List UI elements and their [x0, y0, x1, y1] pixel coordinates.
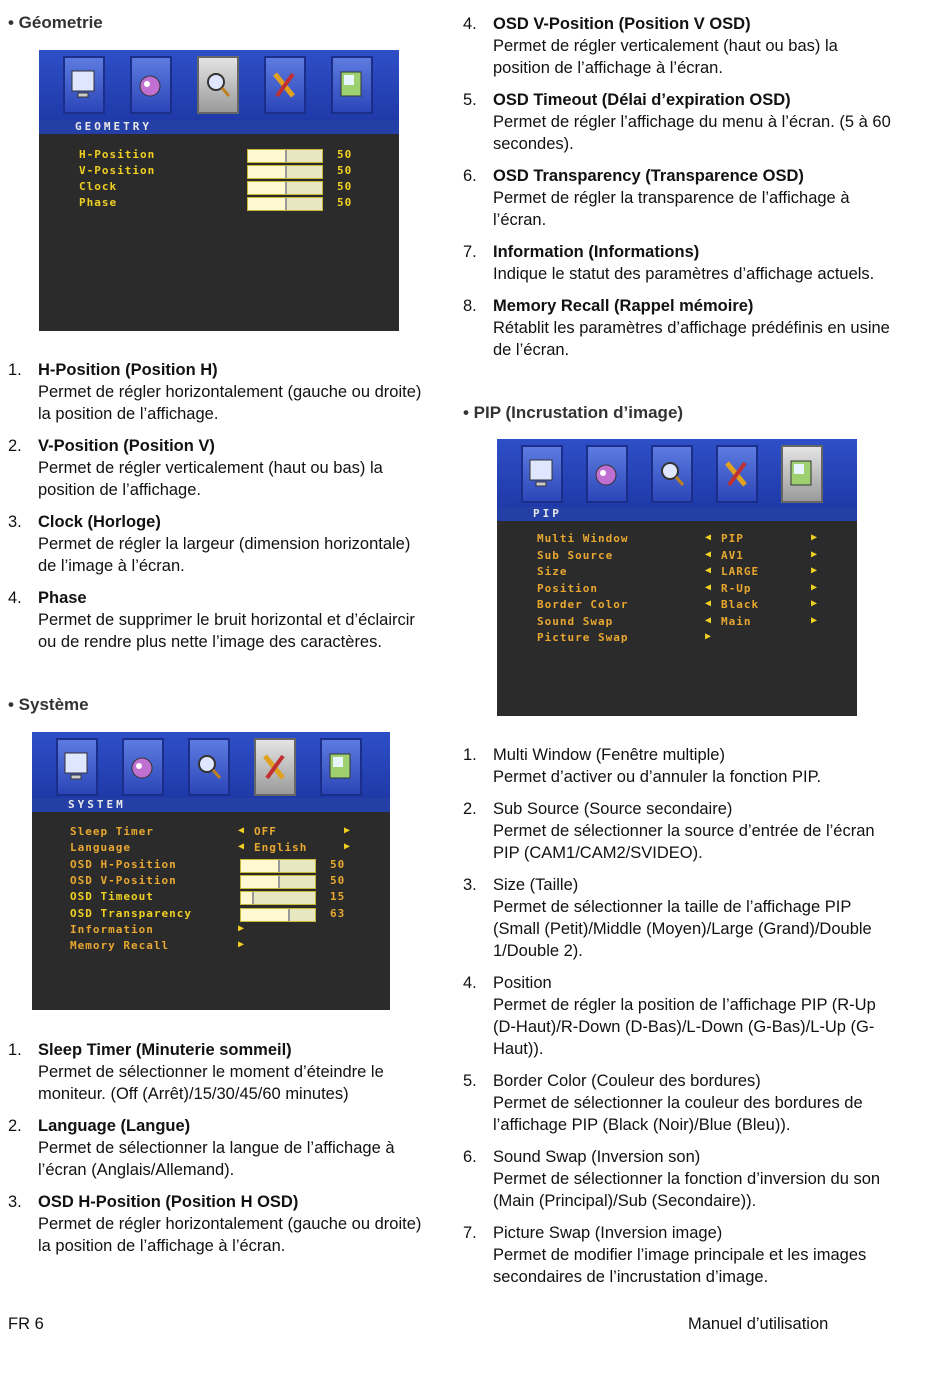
- item-description: Permet de sélectionner la taille de l’affichage PIP (Small (Petit)/Middle (Moyen)/Large (Grand)/Double 1/Double 2).: [493, 898, 872, 960]
- osd-row-name: Language: [70, 841, 131, 855]
- item-title: V-Position (Position V): [38, 437, 215, 455]
- magnifier-icon: [197, 56, 239, 114]
- osd-slider-fill: [248, 166, 287, 178]
- item-title: Multi Window (Fenêtre multiple): [493, 746, 725, 764]
- osd-slider: [240, 859, 316, 873]
- item-number: 2.: [8, 1117, 22, 1135]
- osd-row-value: 15: [330, 890, 346, 904]
- osd-row-value: PIP: [721, 532, 744, 545]
- osd-row-value: 50: [337, 196, 353, 209]
- item-number: 4.: [8, 589, 22, 607]
- osd-menu-label: SYSTEM: [32, 798, 390, 812]
- osd-arrow-left-icon: ◀: [238, 825, 245, 836]
- osd-row-value: AV1: [721, 548, 744, 562]
- item-description: Permet de régler verticalement (haut ou bas) la position de l’affichage.: [38, 459, 383, 499]
- osd-slider: [247, 197, 323, 211]
- geometry-section-title: • Géometrie: [8, 13, 103, 32]
- osd-row-name: Size: [537, 565, 568, 578]
- item-number: 1.: [463, 746, 477, 764]
- osd-slider: [247, 149, 323, 163]
- color-icon: [122, 738, 164, 796]
- color-icon: [586, 445, 628, 503]
- screen-icon: [781, 445, 823, 503]
- page-number: FR 6: [8, 1315, 44, 1333]
- item-description: Permet de régler verticalement (haut ou bas) la position de l’affichage à l’écran.: [493, 37, 838, 77]
- item-title: Border Color (Couleur des bordures): [493, 1072, 761, 1090]
- geometry-osd-screen: [39, 50, 399, 331]
- item-description: Indique le statut des paramètres d’affichage actuels.: [493, 265, 875, 283]
- osd-slider-fill: [248, 182, 287, 194]
- item-title: Phase: [38, 589, 87, 607]
- item-description: Permet de régler la largeur (dimension horizontale) de l’image à l’écran.: [38, 535, 411, 575]
- osd-menu-label: GEOMETRY: [39, 120, 399, 134]
- osd-slider-fill: [241, 876, 280, 888]
- osd-row-value: 50: [337, 148, 353, 161]
- osd-arrow-right-icon: ▶: [811, 548, 818, 560]
- item-number: 2.: [463, 800, 477, 818]
- item-title: Memory Recall (Rappel mémoire): [493, 297, 754, 315]
- system-osd-screen: [32, 732, 390, 1010]
- list-item: [8, 1039, 433, 1105]
- list-item: [8, 511, 428, 577]
- item-title: Sound Swap (Inversion son): [493, 1148, 701, 1166]
- list-item: [463, 165, 893, 231]
- system-list-continued: [463, 13, 893, 371]
- osd-arrow-right-icon: ▶: [705, 631, 712, 642]
- item-number: 3.: [8, 1193, 22, 1211]
- monitor-icon: [521, 445, 563, 503]
- osd-slider-fill: [248, 150, 287, 162]
- list-item: [463, 89, 893, 155]
- item-description: Permet de sélectionner la fonction d’inversion du son (Main (Principal)/Sub (Secondaire)).: [493, 1170, 881, 1210]
- osd-arrow-right-icon: ▶: [344, 841, 351, 853]
- item-description: Permet de régler la position de l’affichage PIP (R-Up (D-Haut)/R-Down (D-Bas)/L-Down (G-Bas)/L-Up (G-Haut)).: [493, 996, 876, 1058]
- osd-row-name: V-Position: [79, 164, 156, 177]
- item-title: Position: [493, 974, 552, 992]
- osd-row-name: Multi Window: [537, 532, 629, 545]
- system-list: [8, 1039, 433, 1267]
- osd-row-name: Information: [70, 922, 154, 936]
- list-item: [8, 1115, 433, 1181]
- pip-osd-screen: [497, 439, 857, 716]
- item-title: Size (Taille): [493, 876, 579, 894]
- list-item: [463, 1070, 893, 1136]
- osd-icon-bar: [32, 732, 390, 798]
- item-number: 3.: [463, 876, 477, 894]
- list-item: [8, 435, 428, 501]
- osd-row-name: Picture Swap: [537, 631, 629, 644]
- osd-arrow-left-icon: ◀: [705, 565, 712, 576]
- magnifier-icon: [188, 738, 230, 796]
- osd-arrow-left-icon: ◀: [705, 548, 712, 560]
- item-description: Permet de régler horizontalement (gauche ou droite) la position de l’affichage à l’écran.: [38, 1215, 422, 1255]
- item-description: Rétablit les paramètres d’affichage prédéfinis en usine de l’écran.: [493, 319, 890, 359]
- osd-arrow-right-icon: ▶: [811, 598, 818, 609]
- item-number: 4.: [463, 15, 477, 33]
- list-item: [463, 744, 893, 788]
- osd-row-name: OSD Timeout: [70, 890, 154, 904]
- osd-row-value: 63: [330, 906, 346, 920]
- item-number: 8.: [463, 297, 477, 315]
- item-title: H-Position (Position H): [38, 361, 218, 379]
- osd-row-name: OSD H-Position: [70, 857, 177, 871]
- item-description: Permet de sélectionner la langue de l’affichage à l’écran (Anglais/Allemand).: [38, 1139, 395, 1179]
- item-title: Clock (Horloge): [38, 513, 161, 531]
- osd-row-name: Clock: [79, 180, 118, 193]
- list-item: [463, 874, 893, 962]
- osd-arrow-right-icon: ▶: [344, 825, 351, 836]
- osd-slider-fill: [241, 892, 254, 904]
- osd-icon-bar: [497, 439, 857, 507]
- list-item: [463, 13, 893, 79]
- item-number: 6.: [463, 1148, 477, 1166]
- osd-row-value: Main: [721, 614, 752, 628]
- osd-slider-fill: [248, 198, 287, 210]
- item-title: Picture Swap (Inversion image): [493, 1224, 723, 1242]
- osd-arrow-right-icon: ▶: [811, 581, 818, 593]
- osd-row-name: OSD Transparency: [70, 906, 192, 920]
- osd-slider: [240, 908, 316, 922]
- geometry-list: [8, 359, 428, 663]
- osd-row-value: LARGE: [721, 565, 760, 578]
- osd-arrow-right-icon: ▶: [811, 532, 818, 543]
- screen-icon: [320, 738, 362, 796]
- osd-row-name: Border Color: [537, 598, 629, 611]
- osd-slider: [247, 165, 323, 179]
- item-number: 6.: [463, 167, 477, 185]
- item-number: 7.: [463, 1224, 477, 1242]
- pip-list: [463, 744, 893, 1298]
- osd-row-name: H-Position: [79, 148, 156, 161]
- item-description: Permet de régler l’affichage du menu à l’écran. (5 à 60 secondes).: [493, 113, 891, 153]
- osd-row-value: 50: [330, 873, 346, 887]
- item-number: 4.: [463, 974, 477, 992]
- item-title: OSD V-Position (Position V OSD): [493, 15, 751, 33]
- item-number: 1.: [8, 361, 22, 379]
- osd-row-value: Black: [721, 598, 760, 611]
- tools-icon: [716, 445, 758, 503]
- osd-menu-label: PIP: [497, 507, 857, 521]
- item-number: 3.: [8, 513, 22, 531]
- osd-slider: [247, 181, 323, 195]
- item-description: Permet de sélectionner le moment d’éteindre le moniteur. (Off (Arrêt)/15/30/45/60 minutes): [38, 1063, 384, 1103]
- list-item: [463, 241, 893, 285]
- osd-arrow-left-icon: ◀: [705, 614, 712, 626]
- list-item: [463, 1222, 893, 1288]
- osd-row-value: 50: [337, 164, 353, 177]
- manual-title: Manuel d’utilisation: [688, 1315, 829, 1333]
- osd-slider-fill: [241, 860, 280, 872]
- system-section-title: • Système: [8, 695, 89, 714]
- osd-row-name: Position: [537, 581, 598, 595]
- list-item: [463, 798, 893, 864]
- osd-row-name: OSD V-Position: [70, 873, 177, 887]
- osd-arrow-right-icon: ▶: [238, 922, 245, 934]
- osd-arrow-right-icon: ▶: [811, 614, 818, 626]
- item-title: Sub Source (Source secondaire): [493, 800, 733, 818]
- osd-arrow-left-icon: ◀: [705, 532, 712, 543]
- list-item: [463, 972, 893, 1060]
- item-number: 7.: [463, 243, 477, 261]
- osd-row-value: 50: [337, 180, 353, 193]
- item-title: OSD Timeout (Délai d’expiration OSD): [493, 91, 791, 109]
- tools-icon: [264, 56, 306, 114]
- monitor-icon: [63, 56, 105, 114]
- monitor-icon: [56, 738, 98, 796]
- list-item: [8, 359, 428, 425]
- list-item: [463, 1146, 893, 1212]
- list-item: [8, 587, 428, 653]
- osd-arrow-left-icon: ◀: [705, 581, 712, 593]
- item-title: Information (Informations): [493, 243, 700, 261]
- item-number: 1.: [8, 1041, 22, 1059]
- osd-arrow-right-icon: ▶: [238, 939, 245, 951]
- list-item: [8, 1191, 433, 1257]
- color-icon: [130, 56, 172, 114]
- osd-row-name: Sound Swap: [537, 614, 614, 628]
- osd-row-value: OFF: [254, 825, 277, 838]
- osd-slider: [240, 891, 316, 905]
- osd-row-value: English: [254, 841, 308, 855]
- osd-row-name: Sleep Timer: [70, 825, 154, 838]
- item-title: OSD H-Position (Position H OSD): [38, 1193, 299, 1211]
- osd-arrow-left-icon: ◀: [705, 598, 712, 609]
- osd-slider-fill: [241, 909, 290, 921]
- osd-row-name: Phase: [79, 196, 118, 209]
- item-description: Permet de sélectionner la source d’entrée de l’écran PIP (CAM1/CAM2/SVIDEO).: [493, 822, 875, 862]
- osd-row-value: R-Up: [721, 581, 752, 595]
- item-title: OSD Transparency (Transparence OSD): [493, 167, 804, 185]
- item-description: Permet de supprimer le bruit horizontal et d’éclaircir ou de rendre plus nette l’image des caractères.: [38, 611, 415, 651]
- item-description: Permet de modifier l’image principale et les images secondaires de l’incrustation d’image.: [493, 1246, 867, 1286]
- tools-icon: [254, 738, 296, 796]
- screen-icon: [331, 56, 373, 114]
- item-description: Permet d’activer ou d’annuler la fonction PIP.: [493, 768, 822, 786]
- magnifier-icon: [651, 445, 693, 503]
- item-number: 2.: [8, 437, 22, 455]
- item-number: 5.: [463, 1072, 477, 1090]
- item-title: Language (Langue): [38, 1117, 191, 1135]
- item-description: Permet de régler la transparence de l’affichage à l’écran.: [493, 189, 850, 229]
- pip-section-title: • PIP (Incrustation d’image): [463, 403, 684, 422]
- osd-row-name: Memory Recall: [70, 939, 170, 953]
- osd-row-name: Sub Source: [537, 548, 614, 562]
- item-description: Permet de sélectionner la couleur des bordures de l’affichage PIP (Black (Noir)/Blue (Bleu)).: [493, 1094, 863, 1134]
- item-title: Sleep Timer (Minuterie sommeil): [38, 1041, 292, 1059]
- osd-arrow-right-icon: ▶: [811, 565, 818, 576]
- osd-icon-bar: [39, 50, 399, 120]
- item-number: 5.: [463, 91, 477, 109]
- list-item: [463, 295, 893, 361]
- item-description: Permet de régler horizontalement (gauche ou droite) la position de l’affichage.: [38, 383, 422, 423]
- osd-row-value: 50: [330, 857, 346, 871]
- osd-slider: [240, 875, 316, 889]
- osd-arrow-left-icon: ◀: [238, 841, 245, 853]
